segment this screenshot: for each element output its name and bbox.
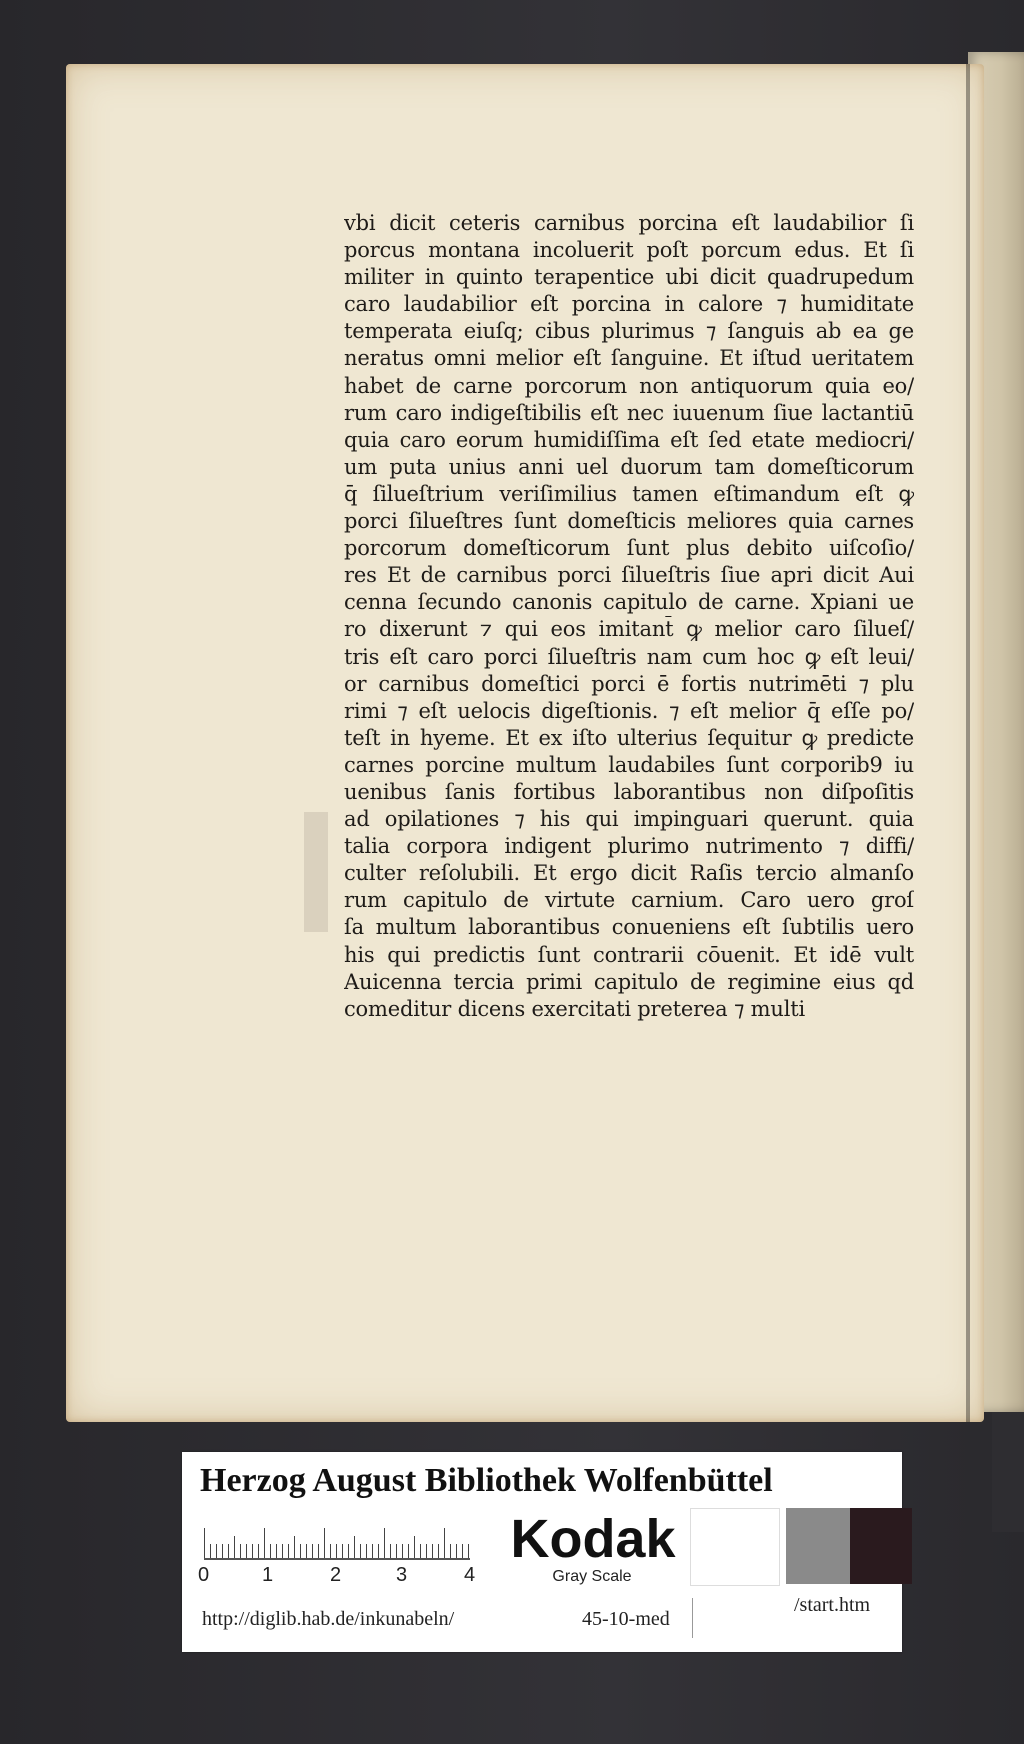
ruler-number: 3 bbox=[396, 1564, 408, 1586]
adjacent-page-gap bbox=[992, 1412, 1024, 1532]
ruler-tick bbox=[384, 1528, 385, 1558]
text-line: vbi dicit ceteris carnibus porcina eſt laudabilior ſi bbox=[344, 211, 914, 235]
color-calibration-bar bbox=[182, 1452, 902, 1652]
ruler-tick bbox=[348, 1544, 349, 1558]
footer-divider bbox=[692, 1598, 693, 1638]
text-line: rum caro indigeſtibilis eſt nec iuuenum ſiue lactantiū bbox=[344, 400, 914, 425]
ruler-tick bbox=[234, 1536, 235, 1558]
ruler-tick bbox=[204, 1528, 205, 1558]
text-line: culter reſolubili. Et ergo dicit Raſis tercio almanſo bbox=[344, 861, 914, 886]
gray-swatch bbox=[786, 1508, 850, 1584]
incunable-text-block bbox=[344, 210, 914, 1023]
ruler-numbers bbox=[198, 1564, 488, 1590]
ruler-number: 2 bbox=[330, 1564, 342, 1586]
ruler-tick bbox=[264, 1528, 265, 1558]
ruler-tick bbox=[222, 1544, 223, 1558]
ruler-tick bbox=[396, 1544, 397, 1558]
text-line: ſa multum laborantibus conueniens eſt ſubtilis uero bbox=[344, 915, 914, 940]
text-line: his qui predictis ſunt contrarii cōuenit. Et idē vult bbox=[344, 942, 914, 967]
text-line: ro dixerunt ⁊ qui eos imitant̄ ꝙ melior caro ſilueſ/ bbox=[344, 617, 914, 642]
start-htm-text: /start.htm bbox=[794, 1594, 871, 1616]
url-text: http://diglib.hab.de/inkunabeln/ bbox=[202, 1608, 455, 1630]
ruler-tick bbox=[300, 1544, 301, 1558]
ruler-tick bbox=[414, 1536, 415, 1558]
text-line: temperata eiuſq; cibus plurimus ⁊ ſanguis ab ea ge bbox=[344, 319, 914, 344]
ruler-tick bbox=[330, 1544, 331, 1558]
ruler-tick bbox=[450, 1544, 451, 1558]
gray-scale-label: Gray Scale bbox=[552, 1568, 632, 1585]
page-edge-shadow bbox=[966, 64, 970, 1422]
faint-watermark bbox=[304, 812, 328, 932]
ruler-tick bbox=[468, 1544, 469, 1558]
text-line: tris eſt caro porci ſilueſtris nam cum hoc ꝙ eſt leui/ bbox=[344, 644, 914, 669]
ruler-tick bbox=[402, 1544, 403, 1558]
ruler-tick bbox=[390, 1544, 391, 1558]
text-line: militer in quinto terapentice ubi dicit quadrupedum bbox=[344, 265, 914, 290]
text-line: porcorum domeſticorum ſunt plus debito uiſcoſio/ bbox=[344, 536, 914, 561]
text-line: porci ſilueſtres ſunt domeſticis meliores quia carnes bbox=[344, 509, 914, 534]
ruler-tick bbox=[210, 1544, 211, 1558]
ruler-tick bbox=[366, 1544, 367, 1558]
ruler-tick bbox=[318, 1544, 319, 1558]
ruler-tick bbox=[354, 1536, 355, 1558]
text-line: q̄ ſilueſtrium veriſimilius tamen eſtimandum eſt ꝙ bbox=[344, 481, 914, 506]
ruler-tick bbox=[228, 1544, 229, 1558]
text-line: res Et de carnibus porci ſilueſtris ſiue apri dicit Aui bbox=[344, 563, 914, 588]
ruler-number: 1 bbox=[262, 1564, 274, 1586]
text-line: caro laudabilior eſt porcina in calore ⁊ humiditate bbox=[344, 292, 914, 317]
measuring-ruler bbox=[204, 1520, 470, 1560]
institution-title: Herzog August Bibliothek Wolfenbüttel bbox=[200, 1462, 773, 1499]
text-line: neratus omni melior eſt ſanguine. Et iſtud ueritatem bbox=[344, 346, 914, 371]
text-line: rimi ⁊ eſt uelocis digeſtionis. ⁊ eſt melior q̄ eſſe po/ bbox=[344, 698, 914, 723]
ruler-tick bbox=[270, 1544, 271, 1558]
text-line: rum capitulo de virtute carnium. Caro uero groſ bbox=[344, 888, 914, 913]
ruler-tick bbox=[438, 1544, 439, 1558]
ruler-tick bbox=[342, 1544, 343, 1558]
ruler-tick bbox=[324, 1528, 325, 1558]
ruler-tick bbox=[426, 1544, 427, 1558]
shelfmark-text: 45-10-med bbox=[582, 1608, 670, 1630]
text-line: or carnibus domeſtici porci ē fortis nutrimēti ⁊ plu bbox=[344, 671, 914, 696]
text-line: ad opilationes ⁊ his qui impinguari querunt. quia bbox=[344, 807, 914, 832]
ruler-tick bbox=[378, 1544, 379, 1558]
text-line: um puta unius anni uel duorum tam domeſticorum bbox=[344, 454, 914, 479]
ruler-tick bbox=[294, 1536, 295, 1558]
ruler-tick bbox=[216, 1544, 217, 1558]
text-line: habet de carne porcorum non antiquorum quia eo/ bbox=[344, 373, 914, 398]
ruler-tick bbox=[312, 1544, 313, 1558]
ruler-tick bbox=[306, 1544, 307, 1558]
ruler-number: 0 bbox=[198, 1564, 210, 1586]
text-line: talia corpora indigent plurimo nutrimento ⁊ diffi/ bbox=[344, 834, 914, 859]
text-line: carnes porcine multum laudabiles ſunt corporib9 iu bbox=[344, 752, 914, 777]
white-swatch bbox=[690, 1508, 780, 1586]
text-line: cenna ſecundo canonis capitulo de carne. Xpiani ue bbox=[344, 590, 914, 615]
ruler-tick bbox=[252, 1544, 253, 1558]
ruler-tick bbox=[282, 1544, 283, 1558]
text-line: comeditur dicens exercitati preterea ⁊ multi bbox=[344, 996, 805, 1021]
ruler-tick bbox=[336, 1544, 337, 1558]
ruler-tick bbox=[444, 1528, 445, 1558]
ruler-tick bbox=[432, 1544, 433, 1558]
text-line: uenibus ſanis fortibus laborantibus non diſpoſitis bbox=[344, 779, 914, 804]
text-line: quia caro eorum humidiſſima eſt ſed etate mediocri/ bbox=[344, 427, 914, 452]
ruler-tick bbox=[372, 1544, 373, 1558]
ruler-tick bbox=[420, 1544, 421, 1558]
ruler-tick bbox=[408, 1544, 409, 1558]
ruler-tick bbox=[240, 1544, 241, 1558]
kodak-logo: Kodak bbox=[510, 1509, 676, 1569]
ruler-tick bbox=[288, 1544, 289, 1558]
ruler-tick bbox=[276, 1544, 277, 1558]
ruler-tick bbox=[360, 1544, 361, 1558]
black-swatch bbox=[850, 1508, 912, 1584]
ruler-tick bbox=[258, 1544, 259, 1558]
text-line: Auicenna tercia primi capitulo de regimine eius qd bbox=[344, 969, 914, 994]
ruler-tick bbox=[456, 1544, 457, 1558]
text-line: porcus montana incoluerit poſt porcum edus. Et ſi bbox=[344, 238, 914, 263]
ruler-tick bbox=[246, 1544, 247, 1558]
ruler-tick bbox=[462, 1544, 463, 1558]
ruler-number: 4 bbox=[464, 1564, 476, 1586]
text-line: teſt in hyeme. Et ex iſto ulterius ſequitur ꝙ predicte bbox=[344, 725, 914, 750]
